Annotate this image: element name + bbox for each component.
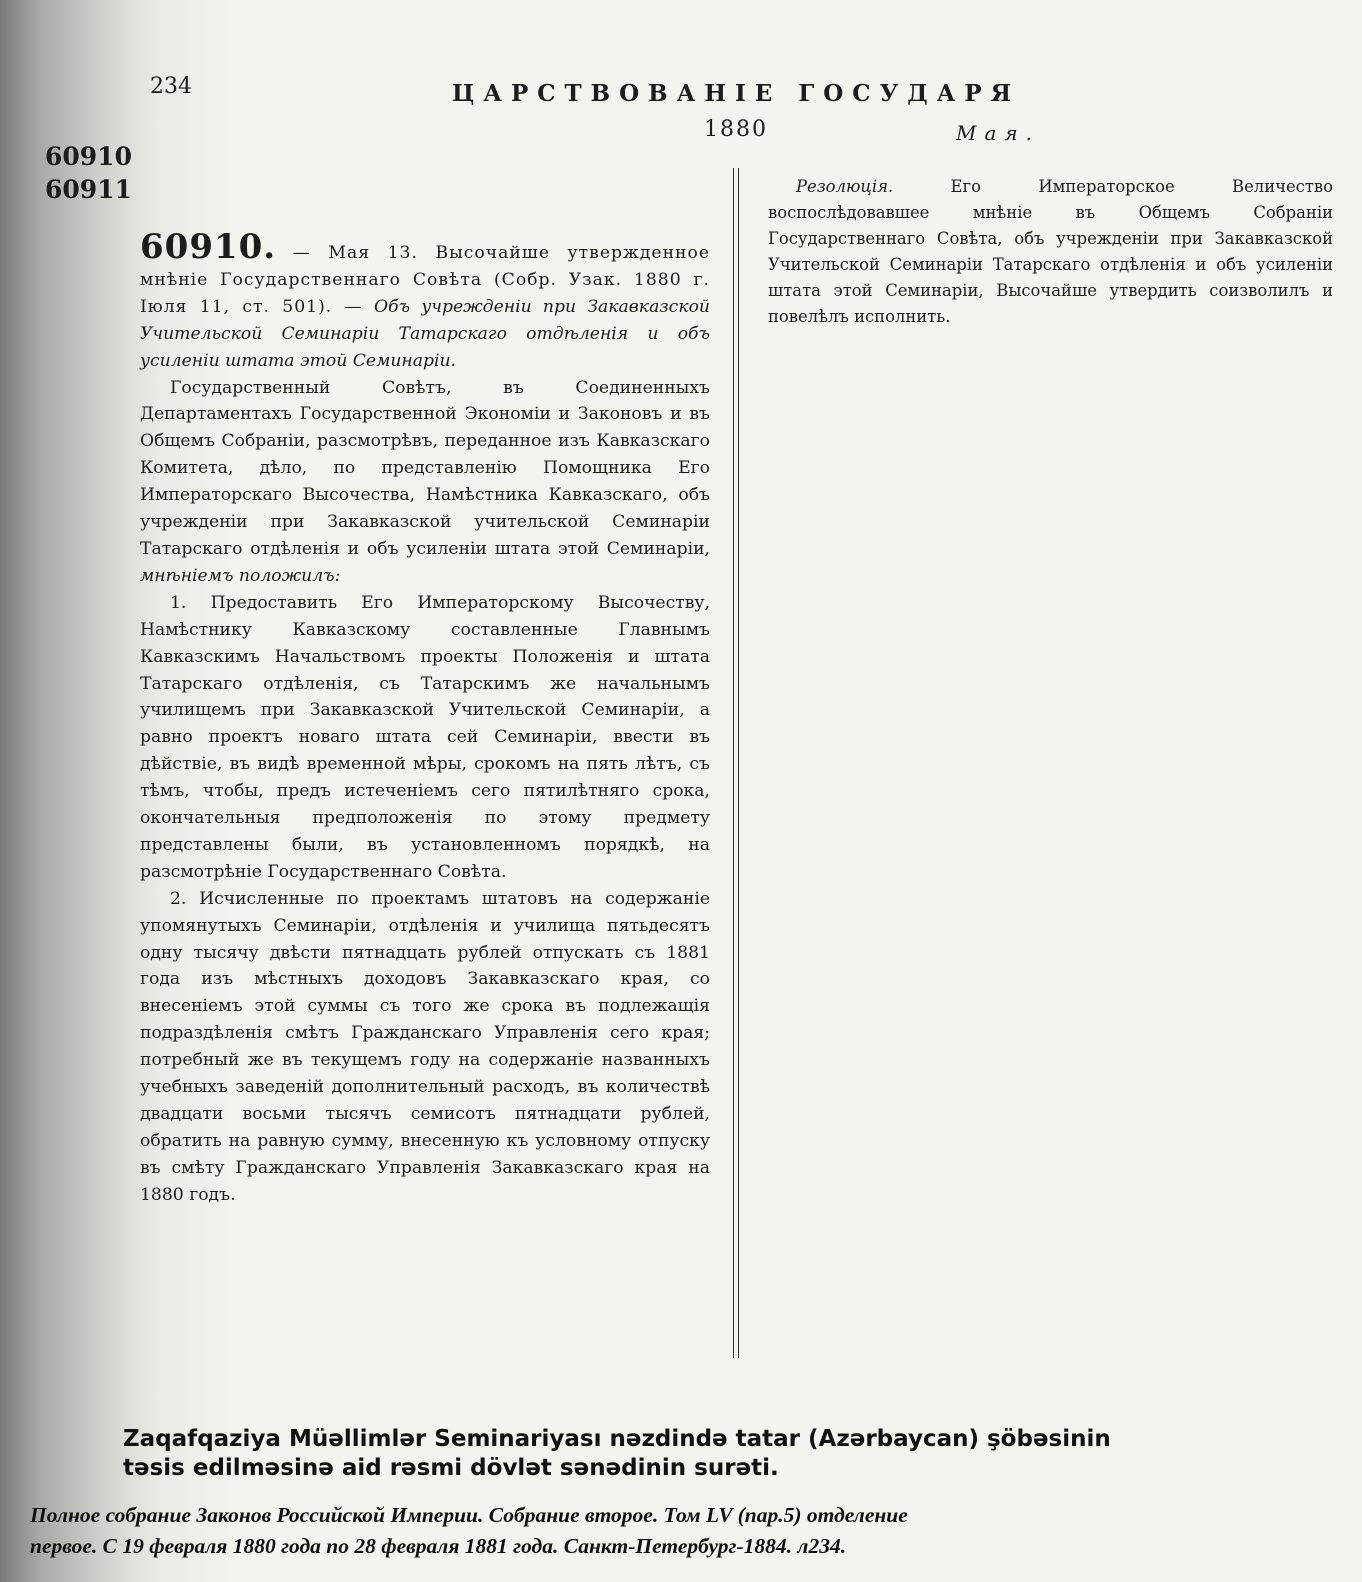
law-number: 60910. bbox=[140, 227, 277, 267]
paragraph-2: 2. Исчисленные по проектамъ штатовъ на содержаніе упомянутыхъ Семинаріи, отдѣленія и училища пятьдесятъ одну тысячу двѣсти пятнадцать рублей отпускать съ 1881 года изъ мѣстныхъ доходовъ Закавказскаго края, со внесеніемъ этой суммы съ того же срока въ подлежащія подраздѣленія смѣтъ Гражданскаго Управленія сего края; потребный же въ текущемъ году на содержаніе названныхъ учебныхъ заведеній дополнительный расходъ, въ количествѣ двадцати восьми тысячъ семисотъ пятнадцати рублей, обратить на равную сумму, внесенную къ условному отпуску въ смѣту Гражданскаго Управленія Закавказскаго края на 1880 годъ. bbox=[140, 888, 710, 1205]
paragraph-1: 1. Предоставить Его Императорскому Высочеству, Намѣстнику Кавказскому составленные Главнымъ Кавказскимъ Начальствомъ проекты Положенія и штата Татарскаго отдѣленія, съ Татарскимъ же начальнымъ училищемъ при Закавказской Учительской Семинаріи, а равно проектъ новаго штата сей Семинаріи, ввести въ дѣйствіе, въ видѣ временной мѣры, срокомъ на пять лѣтъ, съ тѣмъ, чтобы, предъ истеченіемъ сего пятилѣтняго срока, окончательныя предположенія по этому предмету представлены были, въ установленномъ порядкѣ, на разсмотрѣніе Государственнаго Совѣта. bbox=[140, 592, 710, 882]
right-column bbox=[768, 174, 1333, 330]
law-subject: Объ учрежденіи при Закавказской Учительской Семинаріи Татарскаго отдѣленія и объ усиленіи штата этой Семинаріи. bbox=[140, 296, 710, 371]
column-divider bbox=[733, 168, 739, 1358]
intro-text: Государственный Совѣтъ, въ Соединенныхъ Департаментахъ Государственной Экономіи и Законовъ и въ Общемъ Собраніи, разсмотрѣвъ, переданное изъ Кавказскаго Комитета, дѣло, по представленію Помощника Его Императорскаго Высочества, Намѣстника Кавказскаго, объ учрежденіи при Закавказской учительской Семинаріи Татарскаго отдѣленія и объ усиленіи штата этой Семинаріи, bbox=[140, 377, 710, 559]
resolution-paragraph bbox=[768, 174, 1333, 330]
caption-line: təsis edilməsinə aid rəsmi dövlət sənədinin surəti. bbox=[123, 1455, 779, 1481]
source-line: первое. С 19 февраля 1880 года по 28 февраля 1881 года. Санкт-Петербург-1884. л234. bbox=[30, 1534, 847, 1558]
year-header: 1880 bbox=[704, 117, 768, 142]
law-header: — Мая 13. Высочайше утвержденное мнѣніе Государственнаго Совѣта (Собр. Узак. 1880 г. Іюля 11, ст. 501). — bbox=[140, 243, 711, 317]
month-header: Мая. bbox=[956, 121, 1041, 145]
source-line: Полное собрание Законов Российской Империи. Собрание второе. Том LV (пар.5) отделение bbox=[30, 1503, 908, 1527]
intro-ending: мнѣніемъ положилъ: bbox=[140, 565, 341, 586]
margin-law-numbers bbox=[45, 140, 132, 206]
page-number: 234 bbox=[150, 74, 192, 99]
caption-line: Zaqafqaziya Müəllimlər Seminariyası nəzdində tatar (Azərbaycan) şöbəsinin bbox=[123, 1426, 1111, 1452]
margin-number: 60910 bbox=[45, 142, 132, 171]
resolution-text: Его Императорское Величество воспослѣдовавшее мнѣніе въ Общемъ Собраніи Государственнаго Совѣта, объ учрежденіи при Закавказской Учительской Семинаріи Татарскаго отдѣленія и объ усиленіи штата этой Семинаріи, Высочайше утвердить соизволилъ и повелѣлъ исполнить. bbox=[768, 177, 1333, 326]
intro-paragraph bbox=[140, 375, 710, 590]
source-citation bbox=[30, 1500, 1290, 1562]
running-title: ЦАРСТВОВАНІЕ ГОСУДАРЯ bbox=[452, 80, 1020, 107]
left-column bbox=[140, 227, 711, 1209]
caption bbox=[123, 1425, 1293, 1483]
margin-number: 60911 bbox=[45, 175, 132, 204]
law-title-paragraph bbox=[140, 227, 711, 375]
resolution-label: Резолюція. bbox=[796, 177, 894, 196]
